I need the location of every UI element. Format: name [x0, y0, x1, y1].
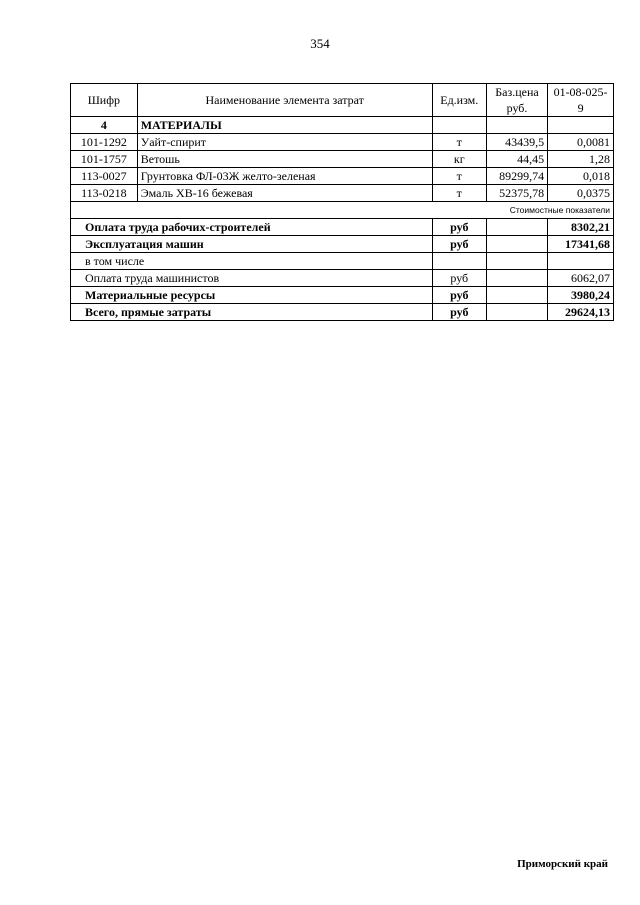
cost-indicators-row — [71, 202, 614, 219]
summary-name: Эксплуатация машин — [71, 236, 433, 253]
table-row — [71, 151, 614, 168]
summary-row — [71, 287, 614, 304]
summary-value: 29624,13 — [548, 304, 614, 321]
section-name: МАТЕРИАЛЫ — [137, 117, 432, 134]
cost-table — [70, 83, 614, 321]
material-unit: т — [432, 134, 486, 151]
summary-value: 6062,07 — [548, 270, 614, 287]
summary-name: Оплата труда машинистов — [71, 270, 433, 287]
table-row — [71, 185, 614, 202]
material-unit: т — [432, 168, 486, 185]
material-price: 44,45 — [486, 151, 547, 168]
summary-value: 3980,24 — [548, 287, 614, 304]
summary-value: 17341,68 — [548, 236, 614, 253]
material-name: Уайт-спирит — [137, 134, 432, 151]
summary-value — [548, 253, 614, 270]
material-norm: 0,0375 — [548, 185, 614, 202]
cost-indicators-label: Стоимостные показатели — [71, 202, 614, 219]
material-norm: 0,0081 — [548, 134, 614, 151]
summary-unit: руб — [432, 219, 486, 236]
summary-name: Всего, прямые затраты — [71, 304, 433, 321]
summary-unit: руб — [432, 236, 486, 253]
material-unit: т — [432, 185, 486, 202]
table-row — [71, 168, 614, 185]
material-norm: 0,018 — [548, 168, 614, 185]
section-row — [71, 117, 614, 134]
summary-unit — [432, 253, 486, 270]
summary-name: Материальные ресурсы — [71, 287, 433, 304]
header-code: Шифр — [71, 84, 138, 117]
material-code: 101-1292 — [71, 134, 138, 151]
material-price: 89299,74 — [486, 168, 547, 185]
summary-value: 8302,21 — [548, 219, 614, 236]
header-unit: Ед.изм. — [432, 84, 486, 117]
section-code: 4 — [71, 117, 138, 134]
header-price: Баз.цена руб. — [486, 84, 547, 117]
material-price: 52375,78 — [486, 185, 547, 202]
summary-unit: руб — [432, 270, 486, 287]
summary-row — [71, 253, 614, 270]
footer-region: Приморский край — [517, 858, 608, 870]
material-name: Ветошь — [137, 151, 432, 168]
summary-name: в том числе — [71, 253, 433, 270]
page-number: 354 — [310, 36, 330, 51]
material-price: 43439,5 — [486, 134, 547, 151]
material-norm: 1,28 — [548, 151, 614, 168]
summary-unit: руб — [432, 287, 486, 304]
material-code: 113-0027 — [71, 168, 138, 185]
summary-row — [71, 304, 614, 321]
summary-unit: руб — [432, 304, 486, 321]
material-name: Грунтовка ФЛ-03Ж желто-зеленая — [137, 168, 432, 185]
material-name: Эмаль ХВ-16 бежевая — [137, 185, 432, 202]
header-norm: 01-08-025-9 — [548, 84, 614, 117]
summary-row — [71, 236, 614, 253]
summary-name: Оплата труда рабочих-строителей — [71, 219, 433, 236]
table-row — [71, 134, 614, 151]
material-code: 101-1757 — [71, 151, 138, 168]
summary-row — [71, 219, 614, 236]
summary-row — [71, 270, 614, 287]
material-code: 113-0218 — [71, 185, 138, 202]
table-header-row — [71, 84, 614, 117]
material-unit: кг — [432, 151, 486, 168]
header-name: Наименование элемента затрат — [137, 84, 432, 117]
